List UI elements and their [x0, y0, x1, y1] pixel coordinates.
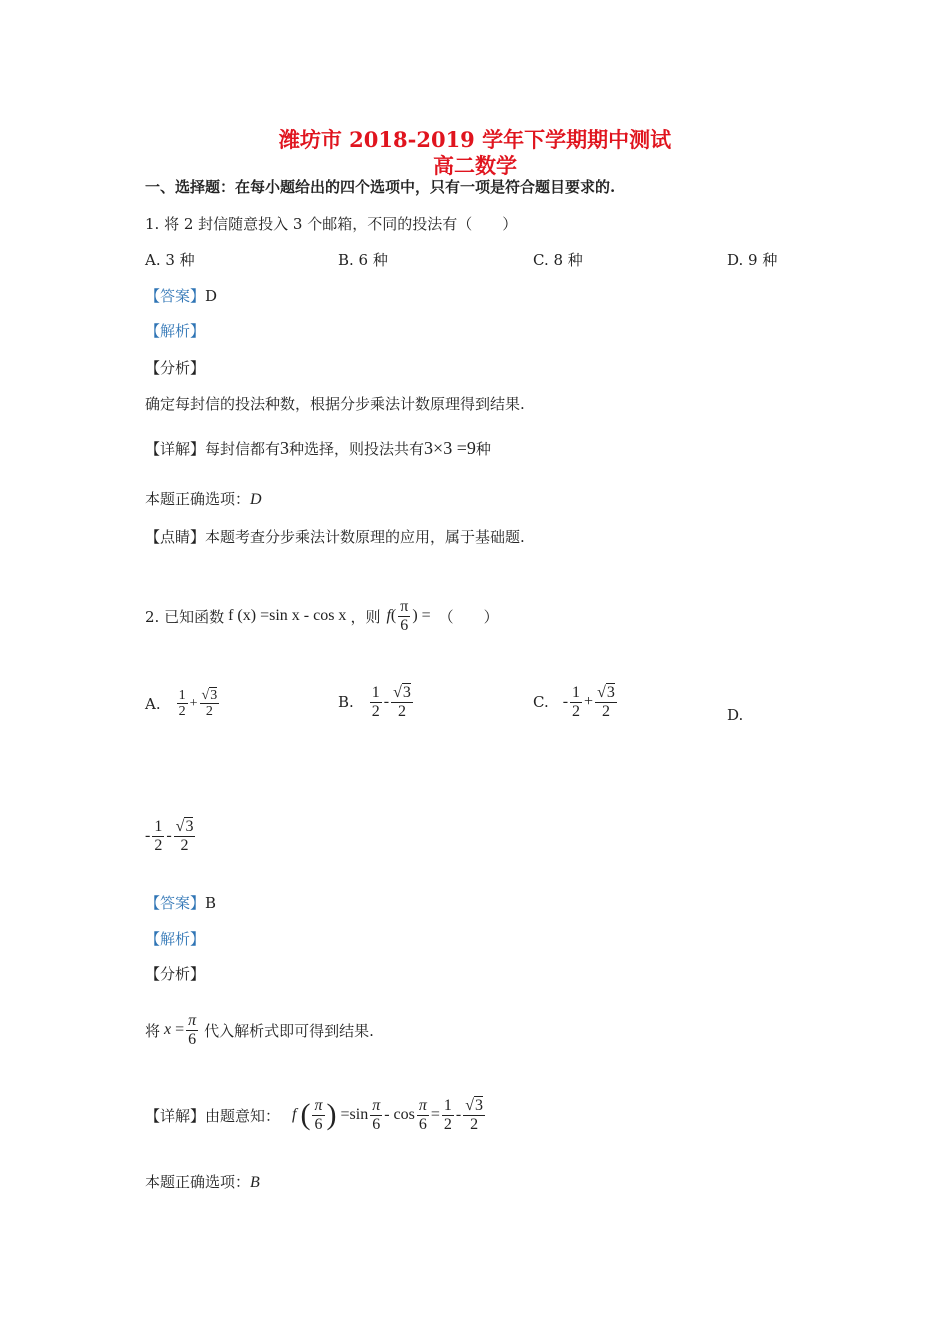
q2-function: f (x) =sin x - cos x: [228, 607, 347, 625]
q2-answer: B: [205, 894, 217, 912]
q1-xiangjie-line: 【详解】每封信都有3种选择，则投法共有3×3 =9种: [145, 438, 491, 458]
xiangjie-tag: 【详解】: [145, 440, 206, 458]
q2-answer-line: 【答案】B: [145, 894, 217, 912]
q2-jiexi-tag: 【解析】: [145, 930, 206, 948]
q2-option-d: - $\frac{1}{2}$ - $\frac{√3}{2}$: [145, 818, 194, 854]
q1-expression: 3×3 =9: [424, 438, 476, 458]
q2-fenxi-tag: 【分析】: [145, 965, 206, 983]
q1-jiexi-tag: 【解析】: [145, 322, 206, 340]
q1-fenxi-tag: 【分析】: [145, 359, 206, 377]
q1-dianjing-line: 【点睛】本题考查分步乘法计数原理的应用，属于基础题.: [145, 528, 525, 546]
q1-option-d: D. 9 种: [727, 251, 778, 269]
q2-correct: B: [250, 1174, 260, 1191]
doc-subtitle: 高二数学: [433, 153, 517, 178]
q2-option-b: B. $\frac{1}{2}$ - $\frac{√3}{2}$: [338, 684, 411, 720]
q2-correct-line: 本题正确选项：B: [145, 1173, 260, 1191]
q1-option-b: B. 6 种: [338, 251, 388, 269]
q1-answer: D: [205, 287, 218, 305]
q1-correct: D: [250, 491, 262, 508]
q2-stem: 2. 已知函数 f (x) =sin x - cos x ，则 f ( $\frac{\pi}{6}$ ) = （ ）: [145, 598, 499, 634]
answer-tag: 【答案】: [145, 287, 206, 305]
q1-fenxi: 确定每封信的投法种数，根据分步乘法计数原理得到结果.: [145, 395, 525, 413]
q2-option-d-label: D.: [727, 706, 744, 724]
q1-stem: 1. 将 2 封信随意投入 3 个邮箱，不同的投法有（ ）: [145, 215, 518, 233]
q1-option-c: C. 8 种: [533, 251, 583, 269]
q2-xiangjie-line: 【详解】 由题意知： f ( $\frac{\pi}{6}$ ) =sin $\frac{\pi}{6}$ - cos $\frac{\pi}{6}$ = $\frac{1}{2}$ - $\frac{√3}{2}$: [145, 1097, 484, 1133]
doc-title: 潍坊市 2018-2019 学年下学期期中测试: [278, 127, 672, 152]
q1-option-a: A. 3 种: [145, 251, 195, 269]
q2-option-c: C. - $\frac{1}{2}$ + $\frac{√3}{2}$: [533, 684, 615, 720]
section-heading: 一、选择题：在每小题给出的四个选项中，只有一项是符合题目要求的.: [145, 178, 616, 196]
q2-option-a: A. $\frac{1}{2}$ + $\frac{√3}{2}$: [145, 688, 218, 720]
q1-answer-line: [145, 285, 217, 306]
q1-correct-line: 本题正确选项：D: [145, 490, 262, 508]
q2-eval: f ( $\frac{\pi}{6}$ ) =: [386, 598, 431, 634]
q2-fenxi: 将 x = $\frac{\pi}{6}$ 代入解析式即可得到结果.: [145, 1012, 374, 1048]
